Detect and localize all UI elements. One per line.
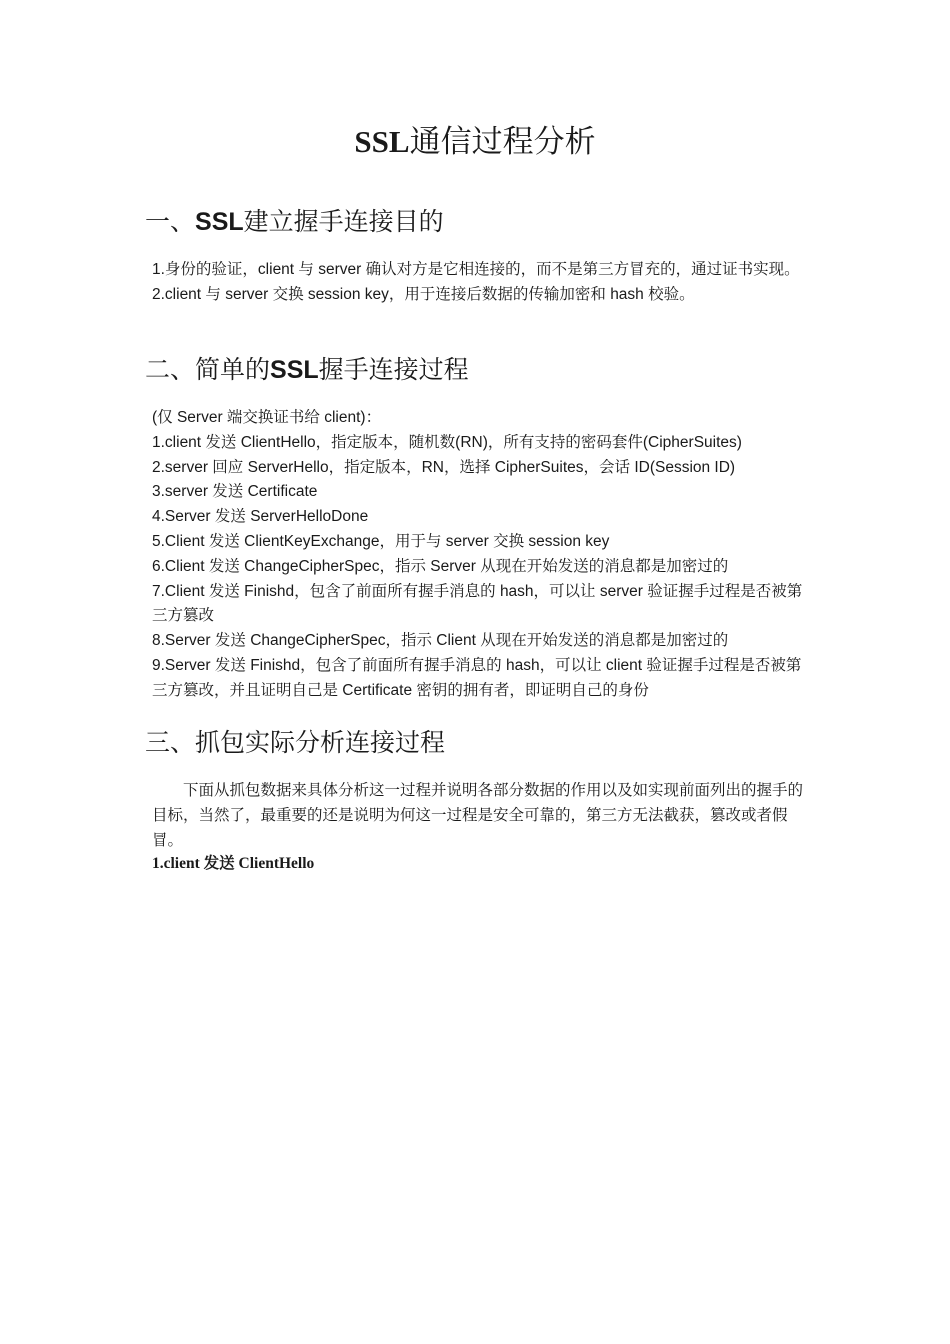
section-1-body [152,258,816,308]
section-2-line-6: 6.Client 发送 ChangeCipherSpec，指示 Server 从现在开始发送的消息都是加密过的 [152,557,729,575]
section-2-line-4: 4.Server 发送 ServerHelloDone [152,508,369,526]
section-heading-1 [145,205,444,239]
title-latin: SSL [354,124,410,159]
section-3-subheading: 1.client 发送 ClientHello [152,855,315,873]
section-1-line-1: 1.身份的验证，client 与 server 确认对方是它相连接的，而不是第三方冒充的，通过证书实现。 [152,261,800,278]
section-2-line-8: 8.Server 发送 ChangeCipherSpec，指示 Client 从现在开始发送的消息都是加密过的 [152,632,729,650]
section-2-line-3: 3.server 发送 Certificate [152,483,318,501]
section-2-line-2: 2.server 回应 ServerHello，指定版本，RN，选择 CipherSuites，会话 ID(Session ID) [152,458,736,476]
section-1-line-2: 2.client 与 server 交换 session key，用于连接后数据的传输加密和 hash 校验。 [152,285,695,303]
section-heading-2-latin: SSL [270,356,319,384]
section-heading-1-latin: SSL [195,208,244,236]
section-2-line-7: 7.Client 发送 Finishd，包含了前面所有握手消息的 hash，可以让 server 验证握手过程是否被第三方篡改 [152,582,803,625]
section-2-line-0: (仅 Server 端交换证书给 client)： [152,409,382,426]
section-2-line-5: 5.Client 发送 ClientKeyExchange，用于与 server 交换 session key [152,532,610,550]
section-2-line-9: 9.Server 发送 Finishd，包含了前面所有握手消息的 hash，可以让 client 验证握手过程是否被第三方篡改，并且证明自己是 Certificate 密钥的拥有者，即证明自己的身份 [152,656,802,699]
section-2-body [152,406,816,704]
section-2-line-1: 1.client 发送 ClientHello，指定版本，随机数(RN)，所有支持的密码套件(CipherSuites) [152,433,742,451]
section-heading-2 [145,353,469,387]
section-heading-1-prefix: 一、 [145,207,196,236]
section-3-body [152,778,816,877]
section-3-paragraph: 下面从抓包数据来具体分析这一过程并说明各部分数据的作用以及如实现前面列出的握手的目标，当然了，最重要的还是说明为何这一过程是安全可靠的，第三方无法截获，篡改或者假冒。 [152,781,804,849]
section-heading-1-rest: 建立握手连接目的 [243,207,444,236]
section-heading-3 [145,726,445,760]
section-heading-2-rest: 握手连接过程 [318,355,469,384]
section-heading-3-prefix: 三、抓包实际分析连接过程 [145,728,446,757]
section-heading-2-prefix: 二、简单的 [145,355,271,384]
page-title [0,120,950,164]
title-rest: 通信过程分析 [409,124,596,160]
